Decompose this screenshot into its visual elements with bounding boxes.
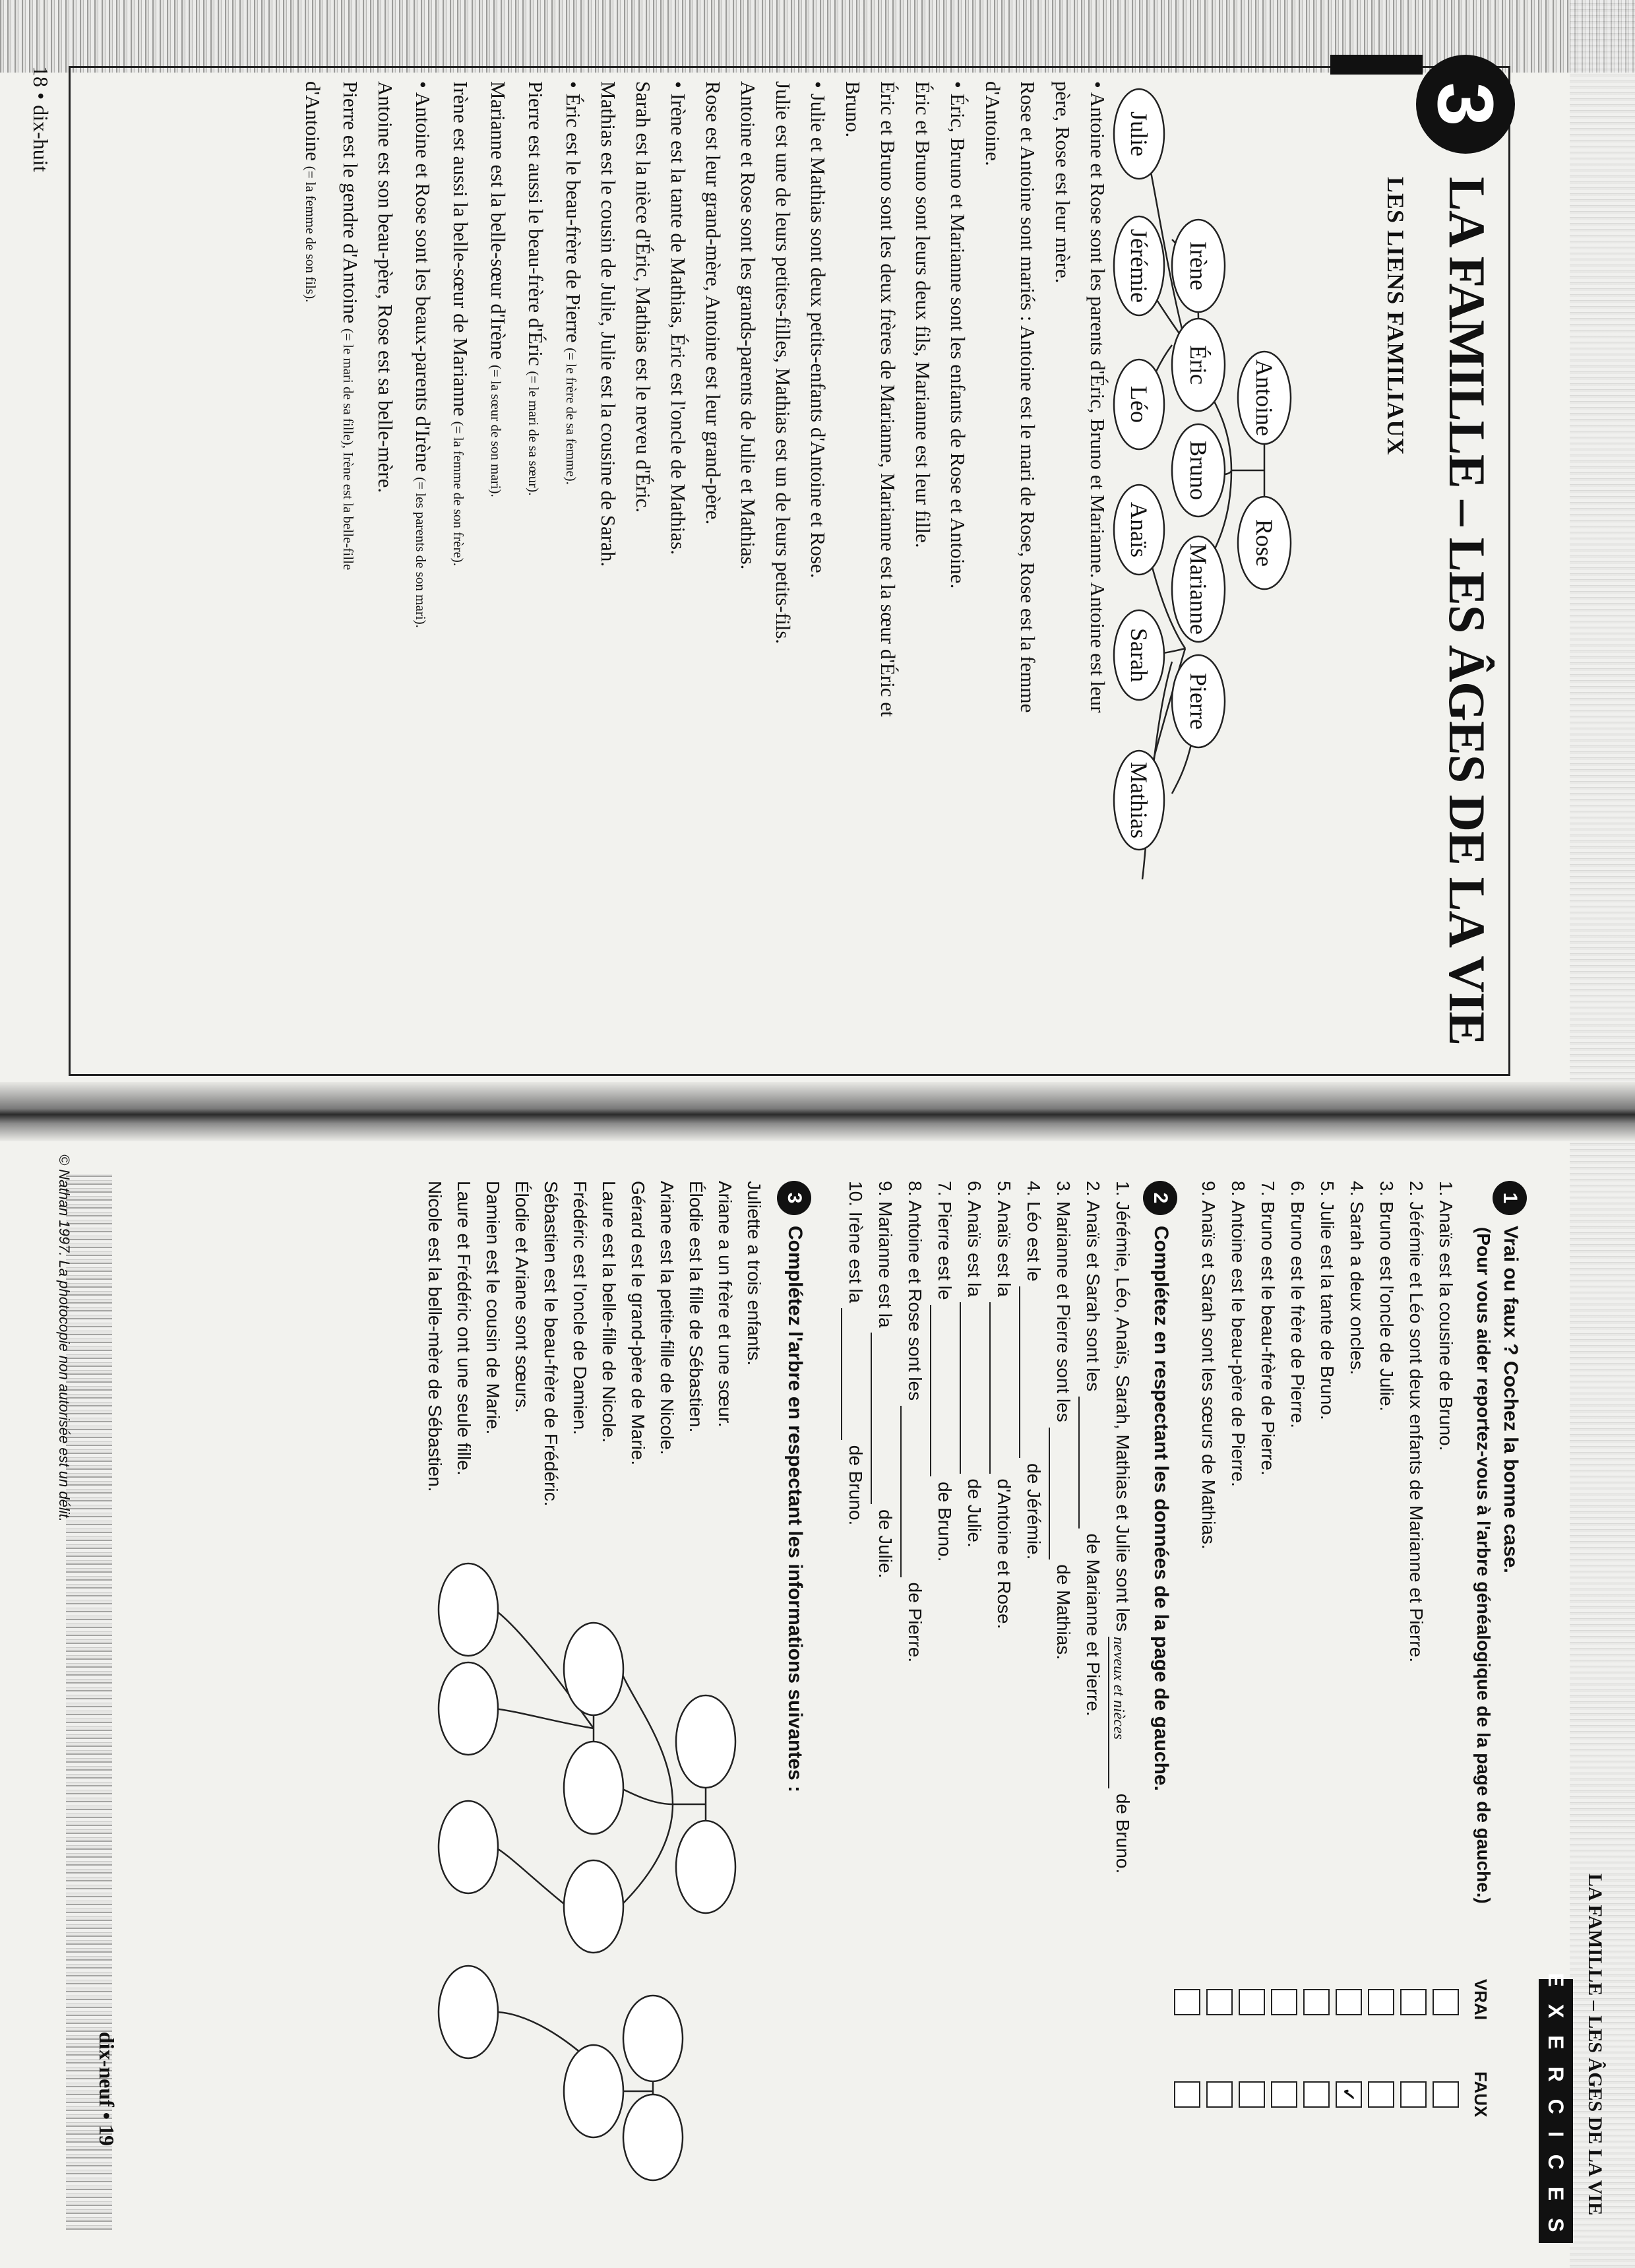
faux-header: FAUX	[1471, 2071, 1491, 2118]
para-3-line-3: Antoine et Rose sont les grands-parents de Julie et Mathias.	[737, 81, 760, 570]
empty-node	[439, 1801, 498, 1893]
ex2-item: 9. Marianne est la de Julie.	[871, 1181, 900, 1874]
empty-node	[564, 1860, 623, 1953]
ex2-blank[interactable]	[871, 1333, 872, 1504]
ex2-item: 1. Jérémie, Léo, Anaïs, Sarah, Mathias et Julie sont les neveux et nièces de Bruno.	[1108, 1181, 1138, 1874]
family-tree	[1113, 68, 1508, 1074]
label-pierre: Pierre	[1185, 673, 1212, 730]
ex1-number: 1	[1493, 1181, 1527, 1215]
ex2-blank[interactable]	[989, 1302, 991, 1474]
para-3-line-2: Julie est une de leurs petites-filles, Mathias est un de leurs petits-fils.	[772, 81, 795, 645]
section-subtitle: LES LIENS FAMILIAUX	[1382, 177, 1409, 456]
para-5-line-4: Irène est aussi la belle-sœur de Marianne (= la femme de son frère).	[449, 81, 472, 567]
label-marianne: Marianne	[1185, 544, 1212, 635]
para-6-line-3: Pierre est le gendre d'Antoine (= le mari de sa fille), Irène est la belle-fille	[339, 81, 362, 571]
ex2-blank[interactable]	[1049, 1428, 1050, 1559]
ex3-info-line: Gérard est le grand-père de Marie.	[628, 1181, 648, 1466]
ex2-answer-1[interactable]: neveux et nièces	[1108, 1637, 1127, 1788]
faux-checkbox[interactable]	[1400, 2081, 1427, 2108]
ex2-item: 6. Anaïs est la de Julie.	[960, 1181, 989, 1874]
ex3-info-line: Sébastien est le beau-frère de Frédéric.	[541, 1181, 561, 1507]
ex1-title: 1Vrai ou faux ? Cochez la bonne case.	[1493, 1181, 1527, 1573]
vrai-checkbox[interactable]	[1400, 1989, 1427, 2015]
left-page	[29, 53, 1570, 1108]
ex3-info-line: Élodie est la fille de Sébastien.	[686, 1181, 706, 1433]
faux-checkbox[interactable]	[1174, 2081, 1200, 2108]
vrai-checkbox[interactable]	[1303, 1989, 1330, 2015]
ex1-subtitle: (Pour vous aider reportez-vous à l'arbre généalogique de la page de gauche.)	[1473, 1227, 1494, 1904]
ex1-item: 4. Sarah a deux oncles.	[1347, 1181, 1367, 1375]
vrai-checkbox[interactable]	[1336, 1989, 1362, 2015]
note-mari-soeur: (= le mari de sa sœur).	[526, 371, 541, 496]
check-mark-icon: ✓	[1339, 2087, 1359, 2102]
ex3-info-line: Nicole est la belle-mère de Sébastien.	[425, 1181, 445, 1492]
para-2-line-4: Bruno.	[842, 81, 865, 138]
vrai-checkbox[interactable]	[1174, 1989, 1200, 2015]
page-title: LA FAMILLE – LES ÂGES DE LA VIE	[1438, 177, 1496, 1046]
empty-node	[439, 1563, 498, 1656]
note-soeur-mari: (= la sœur de son mari).	[488, 364, 504, 497]
tree-link	[620, 1804, 673, 1906]
para-2-line-2: Éric et Bruno sont leurs deux fils, Marianne est leur fille.	[911, 81, 935, 548]
ex3-info-line: Damien est le cousin de Marie.	[483, 1181, 503, 1435]
ex2-item: 3. Marianne et Pierre sont les de Mathias.	[1049, 1181, 1078, 1874]
ex2-blank[interactable]	[930, 1305, 931, 1476]
vrai-checkbox[interactable]	[1271, 1989, 1297, 2015]
ex2-item: 2. Anaïs et Sarah sont les de Marianne et Pierre.	[1078, 1181, 1108, 1874]
vrai-checkboxes	[1168, 1989, 1459, 2015]
right-page	[56, 1154, 1606, 2250]
ex1-item: 3. Bruno est l'oncle de Julie.	[1376, 1181, 1397, 1412]
label-bruno: Bruno	[1185, 441, 1212, 500]
ex2-blank[interactable]	[960, 1302, 961, 1474]
para-6-line-4: d'Antoine (= la femme de son fils).	[301, 81, 324, 303]
ex1-item: 6. Bruno est le frère de Pierre.	[1287, 1181, 1308, 1429]
lesson-frame	[69, 66, 1510, 1076]
ex3-info-list	[420, 1181, 768, 1506]
faux-checkboxes	[1168, 2081, 1459, 2108]
faux-checkbox[interactable]	[1303, 2081, 1330, 2108]
ex1-item: 8. Antoine est le beau-père de Pierre.	[1228, 1181, 1249, 1487]
empty-node	[564, 1742, 623, 1834]
tree-link	[495, 1709, 594, 1728]
blank-family-tree	[350, 1484, 772, 2230]
tree-link	[495, 1847, 567, 1906]
ex2-item: 4. Léo est le de Jérémie.	[1019, 1181, 1049, 1874]
ex2-items	[841, 1181, 1138, 1874]
note-femme-frere: (= la femme de son frère).	[450, 421, 466, 567]
note-mari-fille: (= le mari de sa fille), Irène est la belle-fille	[340, 328, 356, 571]
ex1-item: 5. Julie est la tante de Bruno.	[1317, 1181, 1338, 1420]
empty-node	[623, 2095, 683, 2180]
ex3-info-line: Juliette a trois enfants.	[744, 1181, 764, 1366]
para-5-line-3: Marianne est la belle-sœur d'Irène (= la sœur de son mari).	[487, 81, 510, 497]
para-4-line-1: • Irène est la tante de Mathias, Éric est l'oncle de Mathias.	[667, 81, 690, 555]
page-number-left: 18 • dix-huit	[29, 66, 53, 172]
faux-checkbox[interactable]	[1433, 2081, 1459, 2108]
ex2-item: 10. Irène est la de Bruno.	[841, 1181, 871, 1874]
running-header: LA FAMILLE – LES ÂGES DE LA VIE	[1584, 1874, 1606, 2216]
note-femme-fils: (= la femme de son fils).	[303, 166, 319, 303]
vrai-checkbox[interactable]	[1368, 1989, 1394, 2015]
label-julie: Julie	[1126, 111, 1152, 156]
para-4-line-3: Mathias est le cousin de Julie, Julie est la cousine de Sarah.	[597, 81, 620, 567]
label-irene: Irène	[1185, 241, 1212, 290]
label-rose: Rose	[1251, 519, 1278, 567]
ex2-blank[interactable]	[1019, 1286, 1020, 1458]
vrai-checkbox[interactable]	[1206, 1989, 1233, 2015]
empty-node	[439, 1662, 498, 1755]
vrai-checkbox[interactable]	[1433, 1989, 1459, 2015]
note-frere-femme: (= le frère de sa femme).	[563, 348, 579, 485]
ex3-info-line: Ariane est la petite-fille de Nicole.	[657, 1181, 677, 1455]
ex2-title: 2Complétez en respectant les données de la page de gauche.	[1143, 1181, 1177, 1791]
empty-node	[564, 1623, 623, 1715]
lesson-text	[290, 81, 1113, 1057]
ex2-blank[interactable]	[900, 1406, 902, 1577]
empty-node	[676, 1821, 735, 1913]
ex3-info-line: Laure et Frédéric ont une seule fille.	[454, 1181, 474, 1476]
para-4-line-2: Sarah est la nièce d'Éric, Mathias est le neveu d'Éric.	[632, 81, 655, 513]
label-anais: Anaïs	[1126, 502, 1152, 557]
para-3-line-4: Rose est leur grand-mère, Antoine est leur grand-père.	[702, 81, 725, 525]
exercices-band: EXERCICES	[1539, 1979, 1573, 2243]
para-6-line-2: Antoine est son beau-père, Rose est sa belle-mère.	[374, 81, 397, 493]
ex1-items	[1194, 1181, 1461, 1662]
para-5-line-2: Pierre est aussi le beau-frère d'Éric (= le mari de sa sœur).	[524, 81, 547, 496]
ex3-number: 3	[777, 1181, 811, 1215]
para-5-line-1: • Éric est le beau-frère de Pierre (= le frère de sa femme).	[562, 81, 585, 485]
para-6-line-1: • Antoine et Rose sont les beaux-parents d'Irène (= les parents de son mari).	[412, 81, 435, 628]
empty-node	[676, 1695, 735, 1788]
faux-checkbox[interactable]	[1271, 2081, 1297, 2108]
ex2-number: 2	[1143, 1181, 1177, 1215]
ex1-item: 1. Anaïs est la cousine de Bruno.	[1436, 1181, 1456, 1451]
label-antoine: Antoine	[1251, 360, 1278, 436]
faux-checkbox[interactable]	[1206, 2081, 1233, 2108]
para-1-line-4: d'Antoine.	[981, 81, 1004, 166]
tree-link	[620, 1788, 673, 1804]
para-1-line-2: père, Rose est leur mère.	[1051, 81, 1074, 284]
faux-checkbox[interactable]	[1336, 2081, 1362, 2108]
ex3-info-line: Élodie et Ariane sont sœurs.	[512, 1181, 532, 1413]
label-sarah: Sarah	[1126, 628, 1152, 682]
faux-checkbox[interactable]	[1239, 2081, 1265, 2108]
ex2-blank[interactable]	[841, 1308, 842, 1440]
para-1-line-1: • Antoine et Rose sont les parents d'Éric, Bruno et Marianne. Antoine est leur	[1086, 81, 1109, 713]
ex3-info-line: Frédéric est l'oncle de Damien.	[570, 1181, 590, 1435]
ex2-blank[interactable]	[1078, 1397, 1080, 1528]
label-eric: Éric	[1185, 345, 1212, 385]
vrai-header: VRAI	[1471, 1979, 1491, 2021]
copyright-notice: © Nathan 1997. La photocopie non autorisée est un délit.	[56, 1154, 73, 1522]
ex1-item: 9. Anaïs et Sarah sont les sœurs de Mathias.	[1198, 1181, 1219, 1550]
empty-node	[564, 2045, 623, 2137]
ex1-item: 7. Bruno est le beau-frère de Pierre.	[1258, 1181, 1278, 1476]
note-parents-mari: (= les parents de son mari).	[413, 477, 429, 628]
faux-checkbox[interactable]	[1368, 2081, 1394, 2108]
ex3-info-line: Laure est la belle-fille de Nicole.	[599, 1181, 619, 1443]
ex3-info-line: Ariane a un frère et une sœur.	[715, 1181, 735, 1428]
label-jeremie: Jérémie	[1126, 229, 1152, 303]
empty-node	[439, 1966, 498, 2058]
empty-node	[623, 1996, 683, 2081]
label-mathias: Mathias	[1126, 762, 1152, 838]
page-number-right: dix-neuf • 19	[95, 2032, 119, 2146]
ex1-item: 2. Jérémie et Léo sont deux enfants de Marianne et Pierre.	[1406, 1181, 1427, 1662]
vrai-checkbox[interactable]	[1239, 1989, 1265, 2015]
ex2-item: 7. Pierre est le de Bruno.	[930, 1181, 960, 1874]
tree-link	[620, 1669, 673, 1804]
para-1-line-3: Rose et Antoine sont mariés : Antoine est le mari de Rose, Rose est la femme	[1016, 81, 1039, 713]
para-2-line-1: • Éric, Bruno et Marianne sont les enfants de Rose et Antoine.	[946, 81, 970, 589]
label-leo: Léo	[1126, 386, 1152, 423]
para-2-line-3: Éric et Bruno sont les deux frères de Marianne, Marianne est la sœur d'Éric et	[877, 81, 900, 717]
ex2-item: 8. Antoine et Rose sont les de Pierre.	[900, 1181, 930, 1874]
ex2-item: 5. Anaïs est la d'Antoine et Rose.	[989, 1181, 1019, 1874]
ex3-title: 3Complétez l'arbre en respectant les informations suivantes :	[777, 1181, 811, 1792]
para-3-line-1: • Julie et Mathias sont deux petits-enfants d'Antoine et Rose.	[807, 81, 830, 579]
chapter-number-badge: 3	[1416, 55, 1515, 154]
